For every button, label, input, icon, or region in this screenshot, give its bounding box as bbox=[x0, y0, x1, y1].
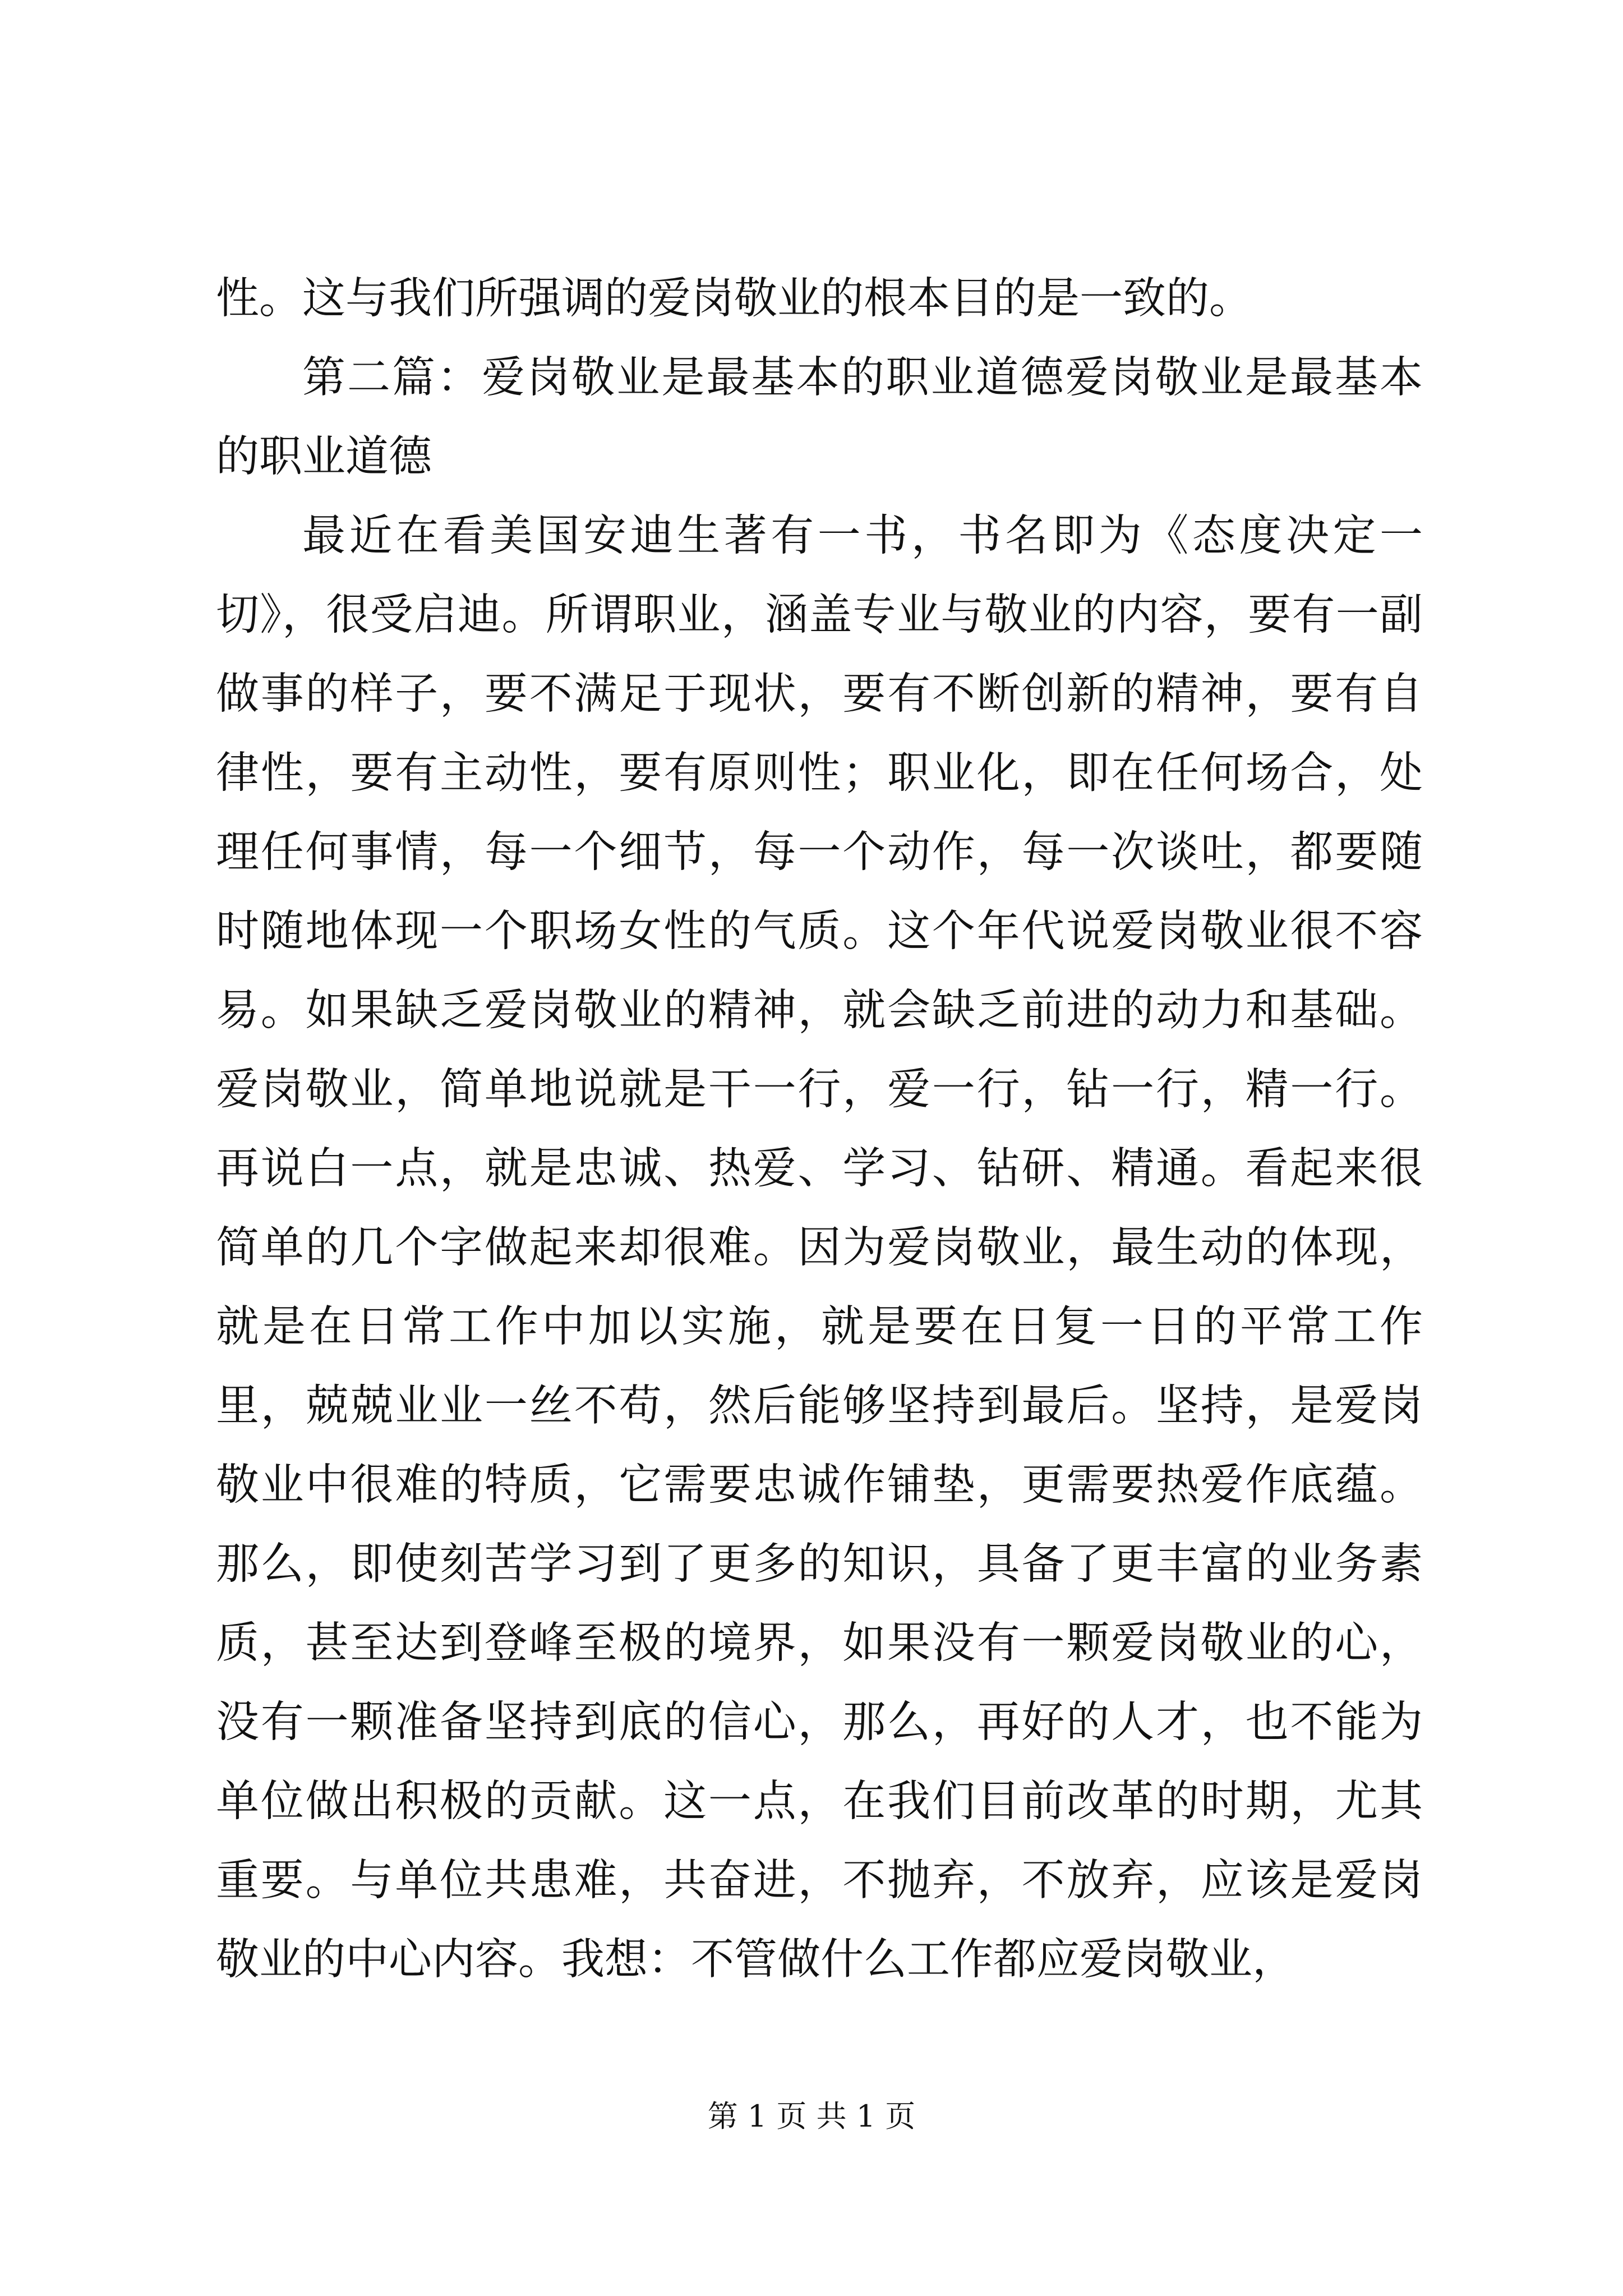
page-footer: 第 1 页 共 1 页 bbox=[707, 2099, 916, 2134]
document-body bbox=[216, 259, 1423, 1999]
section-heading: 第二篇：爱岗敬业是最基本的职业道德爱岗敬业是最基本的职业道德 bbox=[216, 353, 1423, 482]
paragraph-continuation: 性。这与我们所强调的爱岗敬业的根本目的是一致的。 bbox=[216, 274, 1252, 324]
paragraph-main: 最近在看美国安迪生著有一书，书名即为《态度决定一切》，很受启迪。所谓职业，涵盖专业与敬业的内容，要有一副做事的样子，要不满足于现状，要有不断创新的精神，要有自律性，要有主动性，要有原则性；职业化，即在任何场合，处理任何事情，每一个细节，每一个动作，每一次谈吐，都要随时随地体现一个职场女性的气质。这个年代说爱岗敬业很不容易。如果缺乏爱岗敬业的精神，就会缺乏前进的动力和基础。爱岗敬业，简单地说就是干一行，爱一行，钻一行，精一行。再说白一点，就是忠诚、热爱、学习、钻研、精通。看起来很简单的几个字做起来却很难。因为爱岗敬业，最生动的体现，就是在日常工作中加以实施，就是要在日复一日的平常工作里，兢兢业业一丝不苟，然后能够坚持到最后。坚持，是爱岗敬业中很难的特质，它需要忠诚作铺垫，更需要热爱作底蕴。那么，即使刻苦学习到了更多的知识，具备了更丰富的业务素质，甚至达到登峰至极的境界，如果没有一颗爱岗敬业的心，没有一颗准备坚持到底的信心，那么，再好的人才，也不能为单位做出积极的贡献。这一点，在我们目前改革的时期，尤其重要。与单位共患难，共奋进，不抛弃，不放弃，应该是爱岗敬业的中心内容。我想：不管做什么工作都应爱岗敬业， bbox=[216, 511, 1423, 1985]
